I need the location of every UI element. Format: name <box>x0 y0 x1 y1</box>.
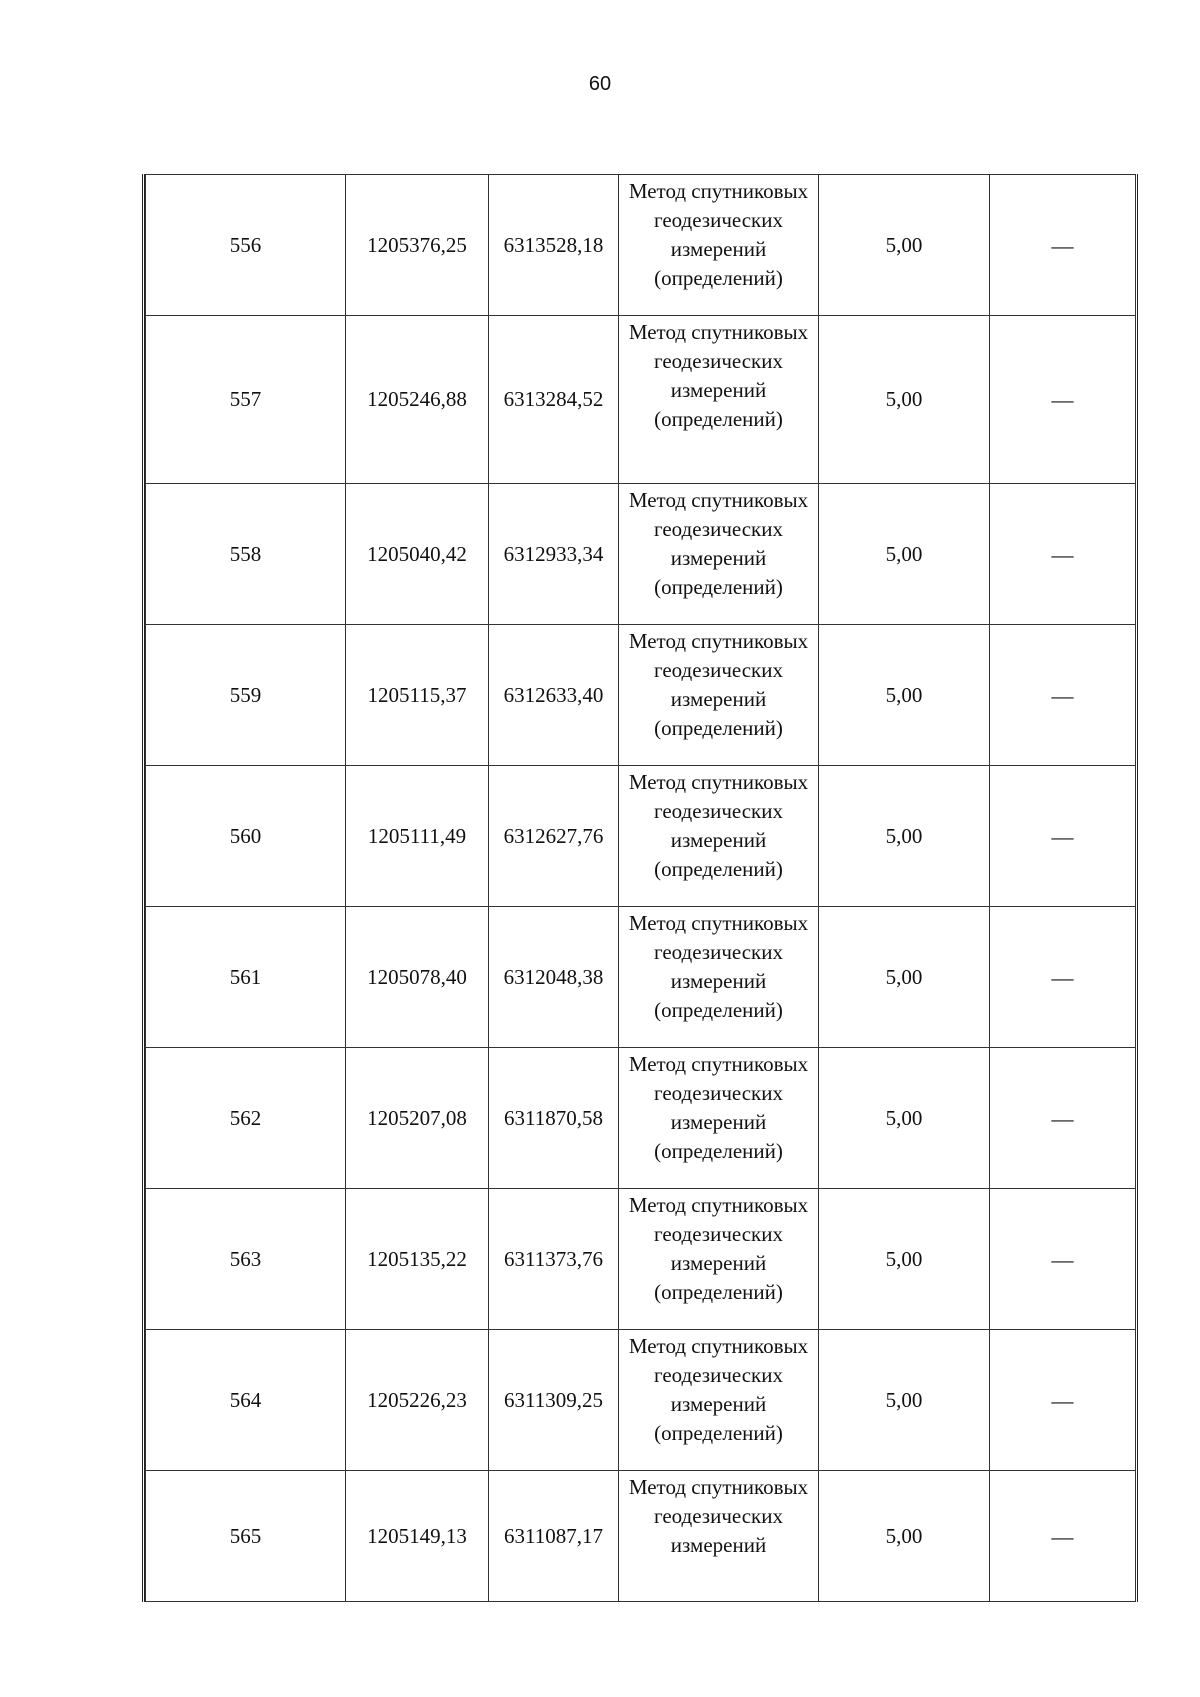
method-cell: Метод спутниковых геодезических измерений (определений) <box>619 175 819 316</box>
note-cell: — <box>990 625 1136 766</box>
y-coordinate-cell: 6311309,25 <box>489 1330 619 1471</box>
table-row <box>146 766 1136 907</box>
method-cell: Метод спутниковых геодезических измерений (определений) <box>619 316 819 484</box>
point-id-cell: 559 <box>146 625 346 766</box>
accuracy-cell: 5,00 <box>819 175 990 316</box>
method-cell: Метод спутниковых геодезических измерений <box>619 1471 819 1602</box>
note-cell: — <box>990 1189 1136 1330</box>
y-coordinate-cell: 6311087,17 <box>489 1471 619 1602</box>
table-row <box>146 1471 1136 1602</box>
accuracy-cell: 5,00 <box>819 766 990 907</box>
x-coordinate-cell: 1205111,49 <box>346 766 489 907</box>
accuracy-cell: 5,00 <box>819 484 990 625</box>
method-cell: Метод спутниковых геодезических измерений (определений) <box>619 1330 819 1471</box>
table-row <box>146 1048 1136 1189</box>
accuracy-cell: 5,00 <box>819 1330 990 1471</box>
table-row <box>146 907 1136 1048</box>
table-row <box>146 1330 1136 1471</box>
x-coordinate-cell: 1205207,08 <box>346 1048 489 1189</box>
accuracy-cell: 5,00 <box>819 1471 990 1602</box>
method-cell: Метод спутниковых геодезических измерений (определений) <box>619 766 819 907</box>
point-id-cell: 560 <box>146 766 346 907</box>
x-coordinate-cell: 1205246,88 <box>346 316 489 484</box>
note-cell: — <box>990 1471 1136 1602</box>
page-number: 60 <box>588 73 612 95</box>
method-cell: Метод спутниковых геодезических измерений (определений) <box>619 625 819 766</box>
x-coordinate-cell: 1205078,40 <box>346 907 489 1048</box>
point-id-cell: 556 <box>146 175 346 316</box>
x-coordinate-cell: 1205376,25 <box>346 175 489 316</box>
y-coordinate-cell: 6311870,58 <box>489 1048 619 1189</box>
accuracy-cell: 5,00 <box>819 1189 990 1330</box>
table-row <box>146 1189 1136 1330</box>
method-cell: Метод спутниковых геодезических измерений (определений) <box>619 1048 819 1189</box>
point-id-cell: 565 <box>146 1471 346 1602</box>
x-coordinate-cell: 1205149,13 <box>346 1471 489 1602</box>
y-coordinate-cell: 6311373,76 <box>489 1189 619 1330</box>
coordinates-table <box>145 174 1136 1602</box>
point-id-cell: 561 <box>146 907 346 1048</box>
point-id-cell: 558 <box>146 484 346 625</box>
table-row <box>146 316 1136 484</box>
point-id-cell: 563 <box>146 1189 346 1330</box>
x-coordinate-cell: 1205135,22 <box>346 1189 489 1330</box>
point-id-cell: 562 <box>146 1048 346 1189</box>
x-coordinate-cell: 1205040,42 <box>346 484 489 625</box>
accuracy-cell: 5,00 <box>819 625 990 766</box>
note-cell: — <box>990 907 1136 1048</box>
y-coordinate-cell: 6312933,34 <box>489 484 619 625</box>
accuracy-cell: 5,00 <box>819 1048 990 1189</box>
point-id-cell: 557 <box>146 316 346 484</box>
table-row <box>146 175 1136 316</box>
y-coordinate-cell: 6312627,76 <box>489 766 619 907</box>
note-cell: — <box>990 484 1136 625</box>
method-cell: Метод спутниковых геодезических измерений (определений) <box>619 484 819 625</box>
method-cell: Метод спутниковых геодезических измерений (определений) <box>619 1189 819 1330</box>
y-coordinate-cell: 6313528,18 <box>489 175 619 316</box>
y-coordinate-cell: 6313284,52 <box>489 316 619 484</box>
note-cell: — <box>990 1048 1136 1189</box>
accuracy-cell: 5,00 <box>819 316 990 484</box>
note-cell: — <box>990 1330 1136 1471</box>
y-coordinate-cell: 6312048,38 <box>489 907 619 1048</box>
table-row <box>146 484 1136 625</box>
x-coordinate-cell: 1205226,23 <box>346 1330 489 1471</box>
coordinates-table-wrapper <box>142 174 1138 1602</box>
note-cell: — <box>990 766 1136 907</box>
note-cell: — <box>990 175 1136 316</box>
y-coordinate-cell: 6312633,40 <box>489 625 619 766</box>
method-cell: Метод спутниковых геодезических измерений (определений) <box>619 907 819 1048</box>
point-id-cell: 564 <box>146 1330 346 1471</box>
note-cell: — <box>990 316 1136 484</box>
table-row <box>146 625 1136 766</box>
x-coordinate-cell: 1205115,37 <box>346 625 489 766</box>
accuracy-cell: 5,00 <box>819 907 990 1048</box>
